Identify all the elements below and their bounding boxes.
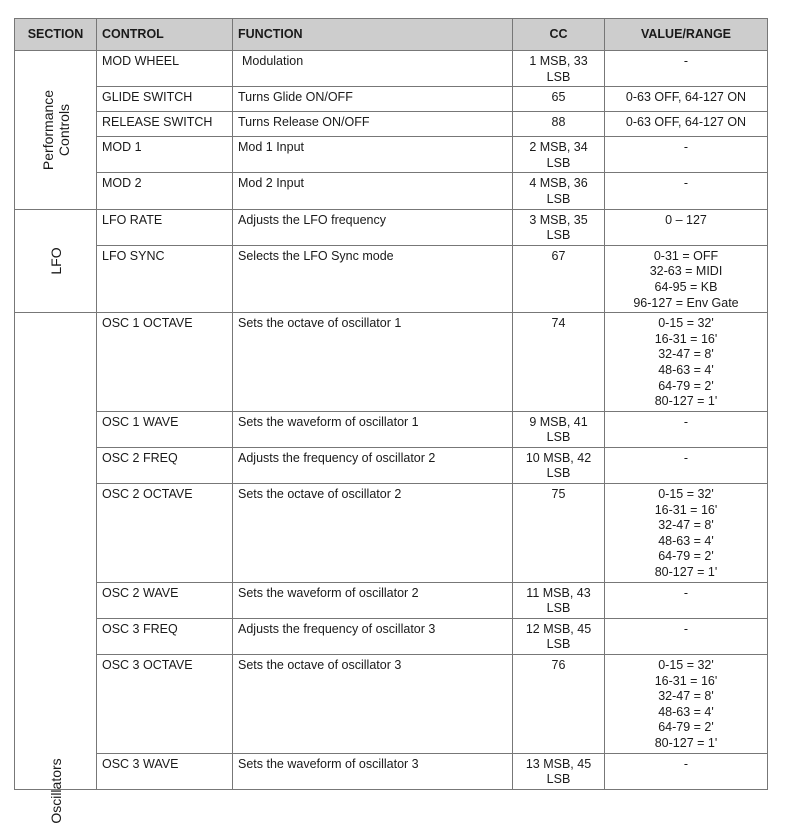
- value-line: 16-31 = 16': [654, 502, 718, 517]
- value-line: 0 – 127: [665, 212, 707, 227]
- table-row: [15, 447, 768, 483]
- value-line: 0-15 = 32': [658, 316, 714, 331]
- value-range-cell: [605, 173, 768, 209]
- value-line: 96-127 = Env Gate: [633, 295, 739, 310]
- value-range-cell: [605, 655, 768, 754]
- value-range-cell: [605, 618, 768, 654]
- value-range-cell: [605, 245, 768, 312]
- function-cell: Mod 2 Input: [233, 173, 513, 209]
- cc-cell: 1 MSB, 33 LSB: [513, 51, 605, 87]
- value-line: 32-47 = 8': [658, 347, 714, 362]
- value-line: 80-127 = 1': [654, 735, 718, 750]
- function-cell: Mod 1 Input: [233, 137, 513, 173]
- value-line: 0-63 OFF, 64-127 ON: [625, 90, 747, 105]
- value-line: 16-31 = 16': [654, 331, 718, 346]
- function-cell: Adjusts the frequency of oscillator 3: [233, 618, 513, 654]
- value-range-cell: [605, 137, 768, 173]
- section-cell-lfo: [15, 209, 97, 313]
- value-line: 0-15 = 32': [658, 658, 714, 672]
- table-row: [15, 137, 768, 173]
- control-cell: MOD 2: [97, 173, 233, 209]
- value-line: 64-79 = 2': [658, 720, 714, 735]
- value-line: 64-79 = 2': [658, 378, 714, 393]
- value-line: -: [683, 414, 689, 429]
- section-label-performance: [40, 90, 72, 170]
- cc-cell: 75: [513, 484, 605, 583]
- value-range-cell: [605, 112, 768, 137]
- cc-cell: 13 MSB, 45 LSB: [513, 753, 605, 789]
- value-line: 16-31 = 16': [654, 673, 718, 688]
- header-function: FUNCTION: [233, 19, 513, 51]
- value-range-cell: [605, 87, 768, 112]
- value-range-cell: [605, 582, 768, 618]
- control-cell: OSC 3 WAVE: [97, 753, 233, 789]
- value-line: 64-95 = KB: [654, 279, 718, 294]
- function-cell: Sets the octave of oscillator 2: [233, 484, 513, 583]
- section-label-lfo: LFO: [47, 247, 64, 275]
- value-line: 0-15 = 32': [658, 487, 714, 502]
- table-row: [15, 753, 768, 789]
- value-line: 48-63 = 4': [658, 533, 714, 548]
- control-cell: MOD 1: [97, 137, 233, 173]
- function-cell: Sets the waveform of oscillator 1: [233, 411, 513, 447]
- header-cc: CC: [513, 19, 605, 51]
- table-row: [15, 582, 768, 618]
- value-range-cell: [605, 51, 768, 87]
- cc-cell: 76: [513, 655, 605, 754]
- value-range-cell: [605, 313, 768, 412]
- control-cell: LFO SYNC: [97, 245, 233, 312]
- control-cell: OSC 2 WAVE: [97, 582, 233, 618]
- control-cell: LFO RATE: [97, 209, 233, 245]
- value-line: 64-79 = 2': [658, 549, 714, 564]
- header-row: [15, 19, 768, 51]
- function-cell: Sets the waveform of oscillator 2: [233, 582, 513, 618]
- table-row: [15, 484, 768, 583]
- table-row: [15, 209, 768, 245]
- control-cell: OSC 3 OCTAVE: [97, 655, 233, 754]
- control-cell: OSC 2 OCTAVE: [97, 484, 233, 583]
- cc-cell: 9 MSB, 41 LSB: [513, 411, 605, 447]
- value-range-cell: [605, 753, 768, 789]
- control-cell: RELEASE SWITCH: [97, 112, 233, 137]
- cc-cell: 74: [513, 313, 605, 412]
- function-cell: Sets the octave of oscillator 1: [233, 313, 513, 412]
- cc-cell: 3 MSB, 35 LSB: [513, 209, 605, 245]
- header-value-range: VALUE/RANGE: [605, 19, 768, 51]
- value-line: 48-63 = 4': [658, 362, 714, 377]
- function-cell: Sets the octave of oscillator 3: [233, 655, 513, 754]
- control-cell: GLIDE SWITCH: [97, 87, 233, 112]
- cc-cell: 4 MSB, 36 LSB: [513, 173, 605, 209]
- function-cell: Turns Release ON/OFF: [233, 112, 513, 137]
- value-line: -: [683, 756, 689, 771]
- value-line: -: [683, 621, 689, 636]
- cc-cell: 67: [513, 245, 605, 312]
- value-line: 32-47 = 8': [658, 518, 714, 533]
- section-cell-oscillators: [15, 313, 97, 823]
- table-row: [15, 173, 768, 209]
- value-line: -: [683, 54, 689, 68]
- table-row: [15, 313, 768, 412]
- control-cell: OSC 3 FREQ: [97, 618, 233, 654]
- header-control: CONTROL: [97, 19, 233, 51]
- section-label-line: Performance: [39, 89, 56, 170]
- function-cell: Modulation: [233, 51, 513, 87]
- table-row: [15, 87, 768, 112]
- value-range-cell: [605, 447, 768, 483]
- table-row: [15, 411, 768, 447]
- value-line: 80-127 = 1': [654, 565, 718, 580]
- value-line: 80-127 = 1': [654, 394, 718, 409]
- value-line: -: [683, 140, 689, 155]
- cc-cell: 65: [513, 87, 605, 112]
- function-cell: Adjusts the frequency of oscillator 2: [233, 447, 513, 483]
- table-body: [15, 51, 768, 823]
- midi-cc-table: [14, 18, 768, 823]
- control-cell: OSC 1 WAVE: [97, 411, 233, 447]
- value-range-cell: [605, 484, 768, 583]
- cc-cell: 10 MSB, 42 LSB: [513, 447, 605, 483]
- cc-cell: 12 MSB, 45 LSB: [513, 618, 605, 654]
- table-row: [15, 112, 768, 137]
- value-line: -: [683, 585, 689, 600]
- cc-cell: 88: [513, 112, 605, 137]
- function-cell: Adjusts the LFO frequency: [233, 209, 513, 245]
- value-line: -: [683, 176, 689, 191]
- section-cell-performance: [15, 51, 97, 210]
- value-line: -: [683, 450, 689, 465]
- table-row: [15, 245, 768, 312]
- value-line: 32-63 = MIDI: [649, 264, 723, 279]
- control-cell: OSC 1 OCTAVE: [97, 313, 233, 412]
- function-cell: Sets the waveform of oscillator 3: [233, 753, 513, 789]
- function-cell: Selects the LFO Sync mode: [233, 245, 513, 312]
- table-row: [15, 51, 768, 87]
- control-cell: MOD WHEEL: [97, 51, 233, 87]
- value-range-cell: [605, 411, 768, 447]
- table-row: [15, 618, 768, 654]
- section-label-line: Controls: [55, 103, 72, 156]
- value-line: 48-63 = 4': [658, 704, 714, 719]
- header-section: SECTION: [15, 19, 97, 51]
- cc-cell: 11 MSB, 43 LSB: [513, 582, 605, 618]
- control-cell: OSC 2 FREQ: [97, 447, 233, 483]
- function-cell: Turns Glide ON/OFF: [233, 87, 513, 112]
- value-range-cell: [605, 209, 768, 245]
- table-row: [15, 655, 768, 754]
- section-label-oscillators: Oscillators: [47, 758, 64, 823]
- value-line: 0-63 OFF, 64-127 ON: [625, 115, 747, 130]
- value-line: 32-47 = 8': [658, 689, 714, 704]
- cc-cell: 2 MSB, 34 LSB: [513, 137, 605, 173]
- value-line: 0-31 = OFF: [653, 248, 719, 263]
